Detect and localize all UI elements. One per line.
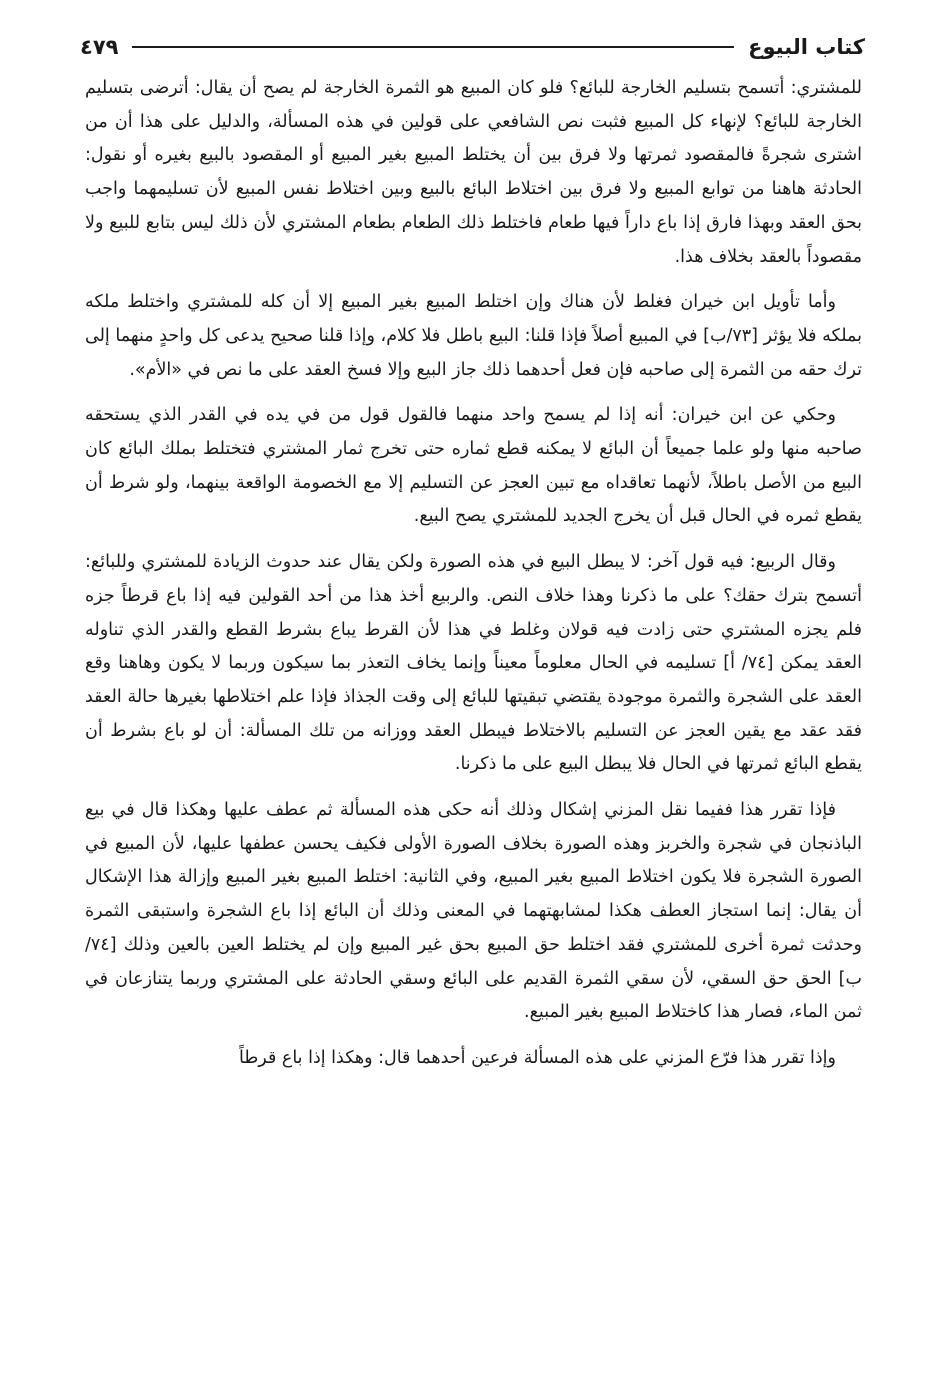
header-rule <box>132 46 734 48</box>
paragraph: وقال الربيع: فيه قول آخر: لا يبطل البيع في هذه الصورة ولكن يقال عند حدوث الزيادة للمشتري وللبائع: أتسمح بترك حقك؟ على ما ذكرنا وهذا خلاف النص. والربيع أخذ هذا من أحد القولين فيه إذا باع قرطاً جزه فلم يجزه المشتري حتى زادت فيه قولان وغلط في هذا لأن القرط يباع بشرط القطع والقدر الذي تناوله العقد يمكن [٧٤/ أ] تسليمه في الحال معلوماً معيناً وإنما يخاف التعذر بما سيكون وربما لا يكون وهاهنا وقع العقد على الشجرة والثمرة موجودة يقتضي تبقيتها للبائع إلى وقت الجذاذ فإذا علم اختلاطها بغيرها حالة العقد فقد عقد مع يقين العجز عن التسليم بالاختلاط فيبطل العقد ووزانه من تلك المسألة: أن لو باع بشرط أن يقطع البائع ثمرتها في الحال فلا يبطل البيع على ما ذكرنا. <box>85 552 862 775</box>
paragraph: فإذا تقرر هذا ففيما نقل المزني إشكال وذلك أنه حكى هذه المسألة ثم عطف عليها وهكذا قال في بيع الباذنجان في شجرة والخربز وهذه الصورة بخلاف الصورة الأولى فكيف يحسن عطفها عليها، لأن المبيع في الصورة الشجرة فلا يكون اختلاط المبيع بغير المبيع، وفي الثانية: اختلط المبيع بغير المبيع وإزالة هذا الإشكال أن يقال: إنما استجاز العطف هكذا لمشابهتهما في المعنى وذلك أن البائع إذا باع الشجرة واستبقى الثمرة وحدثت ثمرة أخرى للمشتري فقد اختلط حق المبيع بحق غير المبيع وإن لم يختلط العين بالعين وذلك [٧٤/ ب] الحق حق السقي، لأن سقي الثمرة القديم على البائع وسقي الحادثة على المشتري وربما يتنازعان في ثمن الماء، فصار هذا كاختلاط المبيع بغير المبيع. <box>85 800 862 1023</box>
paragraph: للمشتري: أتسمح بتسليم الخارجة للبائع؟ فلو كان المبيع هو الثمرة الخارجة لم يصح أن يقال: أترضى بتسليم الخارجة للبائع؟ لإنهاء كل المبيع فثبت نص الشافعي على قولين في هذه المسألة، والدليل على هذا أن من اشترى شجرةً فالمقصود ثمرتها ولا فرق بين أن يختلط المبيع بغير المبيع أو المقصود بالبيع بغيره أو نقول: الحادثة هاهنا من توابع المبيع ولا فرق بين اختلاط البائع بالبيع وبين اختلاط نفس المبيع لأن تسليمهما واجب بحق العقد وبهذا فارق إذا باع داراً فيها طعام فاختلط ذلك الطعام بطعام المشتري لأن ذلك ليس بتابع للبيع ولا مقصوداً بالعقد بخلاف هذا. <box>85 78 862 267</box>
book-title: كتاب البيوع <box>748 35 865 59</box>
body-text <box>85 72 862 1076</box>
paragraph: وأما تأويل ابن خيران فغلط لأن هناك وإن اختلط المبيع بغير المبيع إلا أن كله للمشتري واختلط ملكه بملكه فلا يؤثر [٧٣/ب] في المبيع أصلاً فإذا قلنا: البيع باطل فلا كلام، وإذا قلنا صحيح يدعى كل واحدٍ منهما إلى ترك حقه من الثمرة إلى صاحبه فإن فعل أحدهما ذلك جاز البيع وإلا فسخ العقد على ما نص في «الأم». <box>85 292 862 380</box>
running-header <box>80 30 865 64</box>
paragraph: وإذا تقرر هذا فرّع المزني على هذه المسألة فرعين أحدهما قال: وهكذا إذا باع قرطاً <box>239 1047 836 1068</box>
paragraph: وحكي عن ابن خيران: أنه إذا لم يسمح واحد منهما فالقول قول من في يده في القدر الذي يستحقه صاحبه منها ولو علما جميعاً أن البائع لا يمكنه قطع ثماره حتى تخرج ثمار المشتري فتختلط بملك البائع كان البيع من الأصل باطلاً، لأنهما تعاقداه مع تبين العجز عن التسليم إلا مع الخصومة الواقعة بينهما، ولو شرط أن يقطع ثمره في الحال قبل أن يخرج الجديد للمشتري يصح البيع. <box>85 405 862 527</box>
page-number: ٤٧٩ <box>80 35 119 59</box>
